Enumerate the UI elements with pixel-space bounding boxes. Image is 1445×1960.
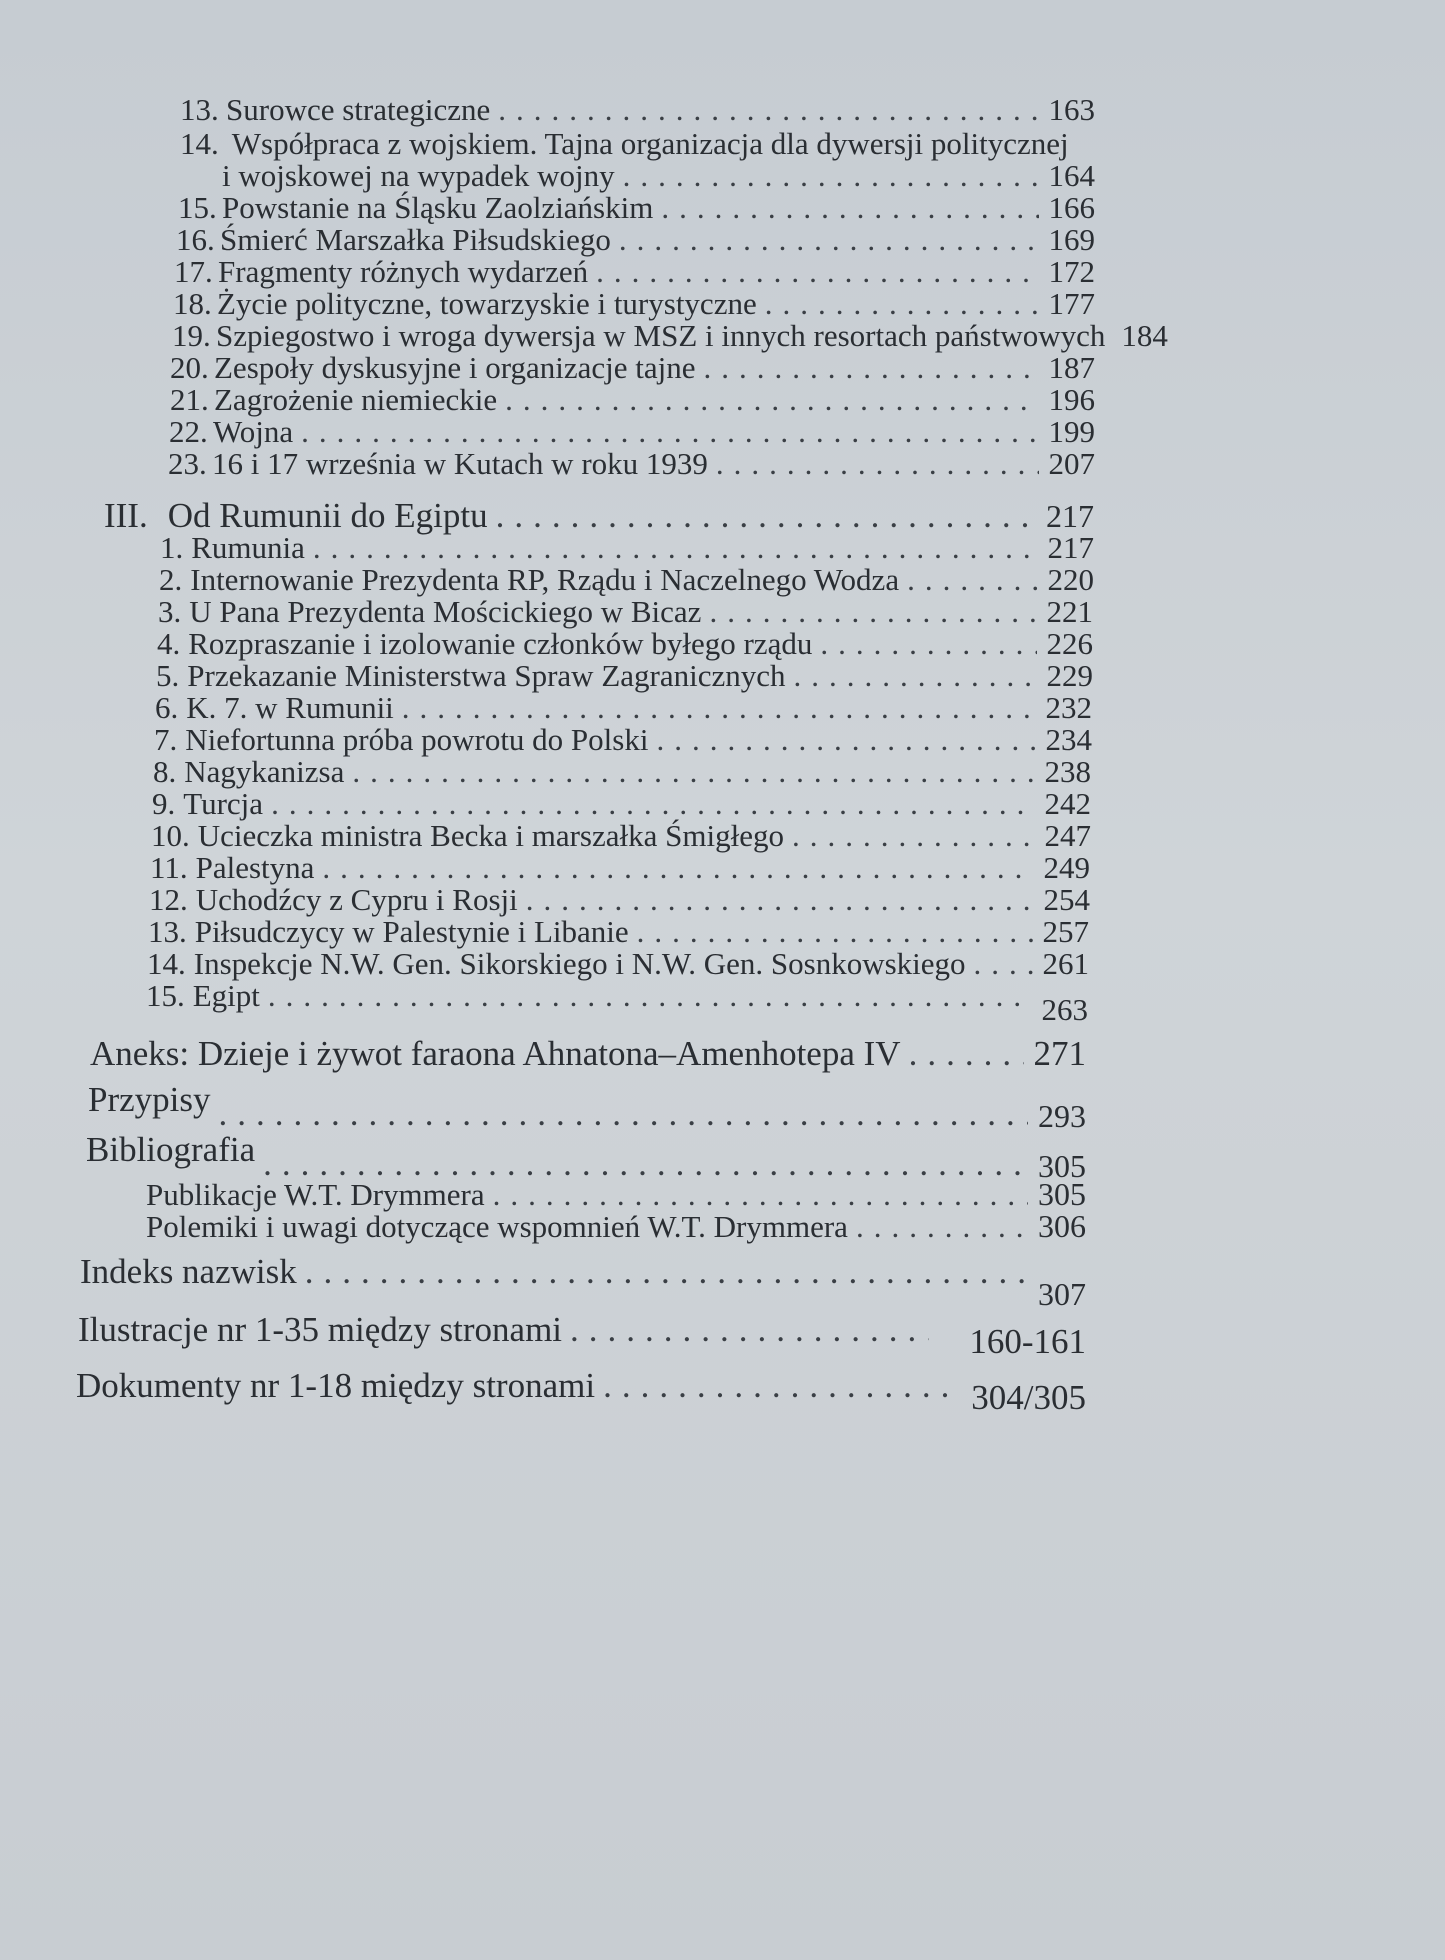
dot-leader	[322, 850, 1033, 886]
entry-page: 306	[1038, 1208, 1086, 1244]
dot-leader	[619, 222, 1039, 258]
dot-leader	[974, 946, 1033, 982]
dot-leader	[820, 626, 1036, 662]
entry-title: Przekazanie Ministerstwa Spraw Zagranicznych	[187, 658, 786, 693]
dot-leader	[313, 530, 1038, 566]
dot-leader	[305, 1252, 1028, 1292]
entry-title: Egipt	[192, 978, 260, 1013]
entry-number: 20.	[170, 350, 209, 385]
entry-number: 7.	[154, 722, 178, 757]
toc-entry	[150, 850, 1090, 886]
dot-leader	[505, 382, 1038, 418]
dot-leader	[352, 754, 1034, 790]
dot-leader	[526, 882, 1034, 918]
entry-number: 18.	[173, 286, 212, 321]
toc-entry	[158, 594, 1093, 630]
entry-page: 229	[1046, 658, 1093, 693]
dot-leader	[661, 190, 1038, 226]
chapter-page: 293	[1038, 1098, 1086, 1134]
entry-number: 12.	[149, 882, 188, 917]
dot-leader	[765, 286, 1039, 322]
toc-entry	[180, 92, 1095, 128]
toc-entry	[160, 530, 1094, 566]
chapter-title: Od Rumunii do Egiptu	[167, 496, 488, 535]
entry-page: 247	[1044, 818, 1091, 853]
entry-title: Turcja	[183, 786, 264, 821]
entry-page: 184	[1121, 318, 1168, 353]
entry-title: Internowanie Prezydenta RP, Rządu i Naczelnego Wodza	[190, 562, 900, 597]
toc-entry	[176, 222, 1095, 258]
entry-page: 257	[1042, 914, 1089, 949]
entry-title: Rumunia	[191, 530, 305, 565]
entry-title: Niefortunna próba powrotu do Polski	[185, 722, 649, 757]
toc-entry-line1	[180, 126, 1069, 162]
entry-title: Fragmenty różnych wydarzeń	[218, 254, 589, 289]
entry-title: Palestyna	[195, 850, 315, 885]
entry-title: Wojna	[213, 414, 294, 449]
toc-entry	[170, 350, 1095, 386]
entry-page: 199	[1048, 414, 1095, 449]
entry-page: 234	[1045, 722, 1092, 757]
entry-page: 220	[1047, 562, 1094, 597]
entry-title: Ucieczka ministra Becka i marszałka Śmigłego	[197, 818, 784, 853]
dot-leader	[704, 350, 1039, 386]
toc-entry	[170, 382, 1095, 418]
entry-number: 13.	[180, 92, 219, 127]
entry-number: 22.	[169, 414, 208, 449]
entry-page: 169	[1048, 222, 1095, 257]
chapter-page: 271	[1033, 1034, 1086, 1073]
entry-title: Zagrożenie niemieckie	[214, 382, 498, 417]
entry-page: 221	[1046, 594, 1093, 629]
dot-leader	[656, 722, 1035, 758]
dot-leader	[596, 254, 1038, 290]
entry-page: 263	[1041, 992, 1088, 1027]
entry-title: Nagykanizsa	[184, 754, 345, 789]
dot-leader	[219, 1094, 1029, 1134]
dot-leader	[271, 786, 1034, 822]
toc-chapter	[86, 1130, 1086, 1184]
chapter-title: Indeks nazwisk	[80, 1252, 297, 1291]
dot-leader	[907, 562, 1037, 598]
toc-entry	[147, 946, 1089, 982]
toc-entry	[159, 562, 1094, 598]
entry-title: Polemiki i uwagi dotyczące wspomnień W.T. Drymmera	[146, 1209, 848, 1244]
entry-title: Publikacje W.T. Drymmera	[146, 1177, 485, 1212]
entry-page: 163	[1048, 92, 1095, 127]
dot-leader	[856, 1209, 1028, 1245]
entry-page: 226	[1046, 626, 1093, 661]
entry-number: 5.	[156, 658, 180, 693]
entry-number: 13.	[148, 914, 187, 949]
entry-title: Surowce strategiczne	[226, 92, 491, 127]
chapter-page: 307	[1038, 1276, 1086, 1312]
entry-number: 11.	[150, 850, 188, 885]
chapter-page: 304/305	[971, 1378, 1086, 1417]
toc-entry	[148, 914, 1089, 950]
entry-title: Zespoły dyskusyjne i organizacje tajne	[214, 350, 696, 385]
entry-title: i wojskowej na wypadek wojny	[222, 158, 615, 193]
entry-page: 172	[1048, 254, 1095, 289]
entry-title: Powstanie na Śląsku Zaolziańskim	[222, 190, 654, 225]
toc-entry	[155, 690, 1092, 726]
toc-chapter	[90, 1034, 1086, 1074]
entry-number: 10.	[151, 818, 190, 853]
entry-page: 164	[1048, 158, 1095, 193]
entry-title: Uchodźcy z Cypru i Rosji	[195, 882, 518, 917]
toc-entry	[173, 286, 1095, 322]
entry-number: 8.	[153, 754, 177, 789]
dot-leader	[603, 1366, 957, 1406]
entry-page: 207	[1048, 446, 1095, 481]
toc-entry	[152, 786, 1091, 822]
toc-chapter	[78, 1310, 1086, 1361]
toc-entry	[168, 446, 1095, 482]
entry-number: 3.	[158, 594, 182, 629]
toc-chapter	[76, 1366, 1086, 1417]
entry-number: 9.	[152, 786, 176, 821]
entry-page: 242	[1044, 786, 1091, 821]
entry-page: 249	[1043, 850, 1090, 885]
entry-number: 23.	[168, 446, 207, 481]
entry-page: 187	[1048, 350, 1095, 385]
toc-entry	[156, 658, 1093, 694]
toc-entry	[146, 1208, 1086, 1245]
entry-page: 238	[1044, 754, 1091, 789]
dot-leader	[570, 1310, 929, 1350]
dot-leader	[623, 158, 1039, 194]
entry-title: Rozpraszanie i izolowanie członków byłego rządu	[188, 626, 813, 661]
entry-number: 1.	[160, 530, 184, 565]
chapter-title: Ilustracje nr 1-35 między stronami	[78, 1310, 563, 1349]
toc-chapter	[88, 1080, 1086, 1134]
entry-number: 15.	[146, 978, 185, 1013]
chapter-title: Aneks: Dzieje i żywot faraona Ahnatona–Amenhotepa IV	[90, 1034, 901, 1073]
dot-leader	[792, 818, 1035, 854]
toc-entry	[157, 626, 1093, 662]
entry-number: 6.	[155, 690, 179, 725]
entry-title: Szpiegostwo i wroga dywersja w MSZ i innych resortach państwowych	[216, 318, 1106, 353]
toc-entry	[174, 254, 1095, 290]
entry-number: 16.	[176, 222, 215, 257]
toc-entry	[222, 158, 1095, 194]
chapter-page: 217	[1046, 498, 1094, 534]
entry-number: 2.	[159, 562, 183, 597]
toc-entry	[151, 818, 1091, 854]
dot-leader	[498, 92, 1038, 128]
entry-page: 177	[1048, 286, 1095, 321]
entry-number: 14.	[147, 946, 186, 981]
entry-title: Śmierć Marszałka Piłsudskiego	[220, 222, 611, 257]
chapter-title: Bibliografia	[86, 1130, 256, 1169]
dot-leader	[637, 914, 1033, 950]
dot-leader	[909, 1034, 1024, 1074]
entry-title-line1: Współpraca z wojskiem. Tajna organizacja dla dywersji politycznej	[231, 126, 1069, 161]
entry-page: 305	[1038, 1176, 1086, 1212]
entry-page: 217	[1047, 530, 1094, 565]
chapter-page: 160-161	[969, 1322, 1086, 1361]
dot-leader	[716, 446, 1039, 482]
entry-number: 15.	[178, 190, 217, 225]
dot-leader	[793, 658, 1036, 694]
toc-entry	[178, 190, 1095, 226]
chapter-title: Dokumenty nr 1-18 między stronami	[76, 1366, 596, 1405]
toc-entry	[146, 978, 1088, 1027]
entry-page: 196	[1048, 382, 1095, 417]
entry-title: U Pana Prezydenta Mościckiego w Bicaz	[189, 594, 702, 629]
entry-number: 17.	[174, 254, 213, 289]
entry-title: Inspekcje N.W. Gen. Sikorskiego i N.W. Gen. Sosnkowskiego	[193, 946, 966, 981]
dot-leader	[268, 978, 1032, 1014]
entry-page: 166	[1048, 190, 1095, 225]
entry-title: Życie polityczne, towarzyskie i turystyczne	[217, 286, 757, 321]
toc-entry	[153, 754, 1091, 790]
entry-number: 4.	[157, 626, 181, 661]
entry-number: 14.	[180, 126, 219, 161]
entry-title: 16 i 17 września w Kutach w roku 1939	[212, 446, 708, 481]
dot-leader	[709, 594, 1036, 630]
entry-number: 19.	[172, 318, 211, 353]
toc-entry	[154, 722, 1092, 758]
entry-page: 232	[1045, 690, 1092, 725]
chapter-number: III.	[104, 496, 148, 535]
toc-entry	[149, 882, 1090, 918]
chapter-page: 305	[1038, 1148, 1086, 1184]
toc-entry	[169, 414, 1095, 450]
entry-title: Piłsudczycy w Palestynie i Libanie	[194, 914, 629, 949]
chapter-title: Przypisy	[88, 1080, 211, 1119]
toc-entry	[172, 318, 1168, 354]
toc-chapter	[80, 1252, 1086, 1312]
entry-title: K. 7. w Rumunii	[186, 690, 394, 725]
entry-page: 261	[1042, 946, 1089, 981]
dot-leader	[402, 690, 1036, 726]
dot-leader	[301, 414, 1038, 450]
entry-page: 254	[1043, 882, 1090, 917]
entry-number: 21.	[170, 382, 209, 417]
